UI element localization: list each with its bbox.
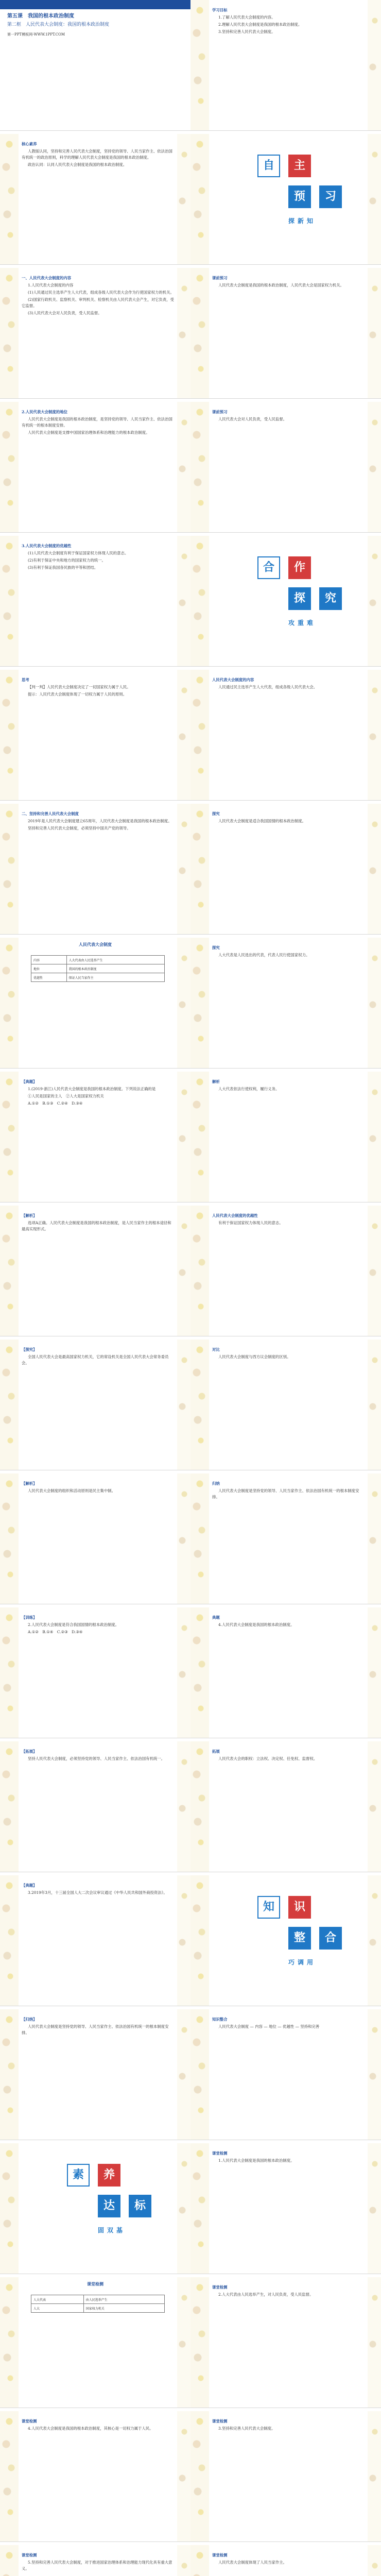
slide-heading: 学习目标 bbox=[212, 8, 228, 12]
table-cell: 人大代表 bbox=[31, 2295, 84, 2304]
section-hero bbox=[221, 556, 366, 626]
hero-tile: 达 bbox=[98, 2195, 120, 2217]
slide-paragraph: 政治认同：认同人民代表大会制度是我国的根本政治制度。 bbox=[28, 162, 127, 167]
slide bbox=[190, 268, 381, 399]
slide bbox=[190, 670, 381, 801]
slide-paragraph: 人民代表大会对人民负责，受人民监督。 bbox=[218, 417, 287, 421]
slide-paragraph: (3)有利于保证我国各民族的平等和团结。 bbox=[28, 565, 98, 570]
hero-tile: 养 bbox=[98, 2164, 120, 2187]
slide-heading: 【典题】 bbox=[22, 1883, 37, 1888]
slide-heading: 课堂检测 bbox=[212, 2419, 228, 2424]
slide-body bbox=[212, 945, 366, 959]
table-cell: 内容 bbox=[31, 956, 67, 964]
slide-paragraph: (3)人民代表大会对人民负责，受人民监督。 bbox=[28, 311, 102, 315]
hero-subtitle: 探新知 bbox=[288, 217, 317, 225]
slide-paragraph: 5.坚持和完善人民代表大会制度，对于推进国家治理体系和治理能力现代化具有重大意义。 bbox=[22, 2560, 172, 2571]
slide bbox=[0, 268, 190, 399]
slide-paragraph: 人教版认同，坚持和完善人民代表大会制度，坚持党的领导、人民当家作主、依法治国有机统一的政治原则，科学的理解人民代表大会制度是我国的根本政治制度。 bbox=[22, 149, 172, 160]
slide-paragraph: 人民代表大会制度的组织和活动原则是民主集中制。 bbox=[28, 1488, 115, 1493]
slide bbox=[0, 134, 190, 265]
table-row bbox=[31, 956, 165, 964]
slide-body bbox=[22, 1883, 175, 1897]
slide-paragraph: 提示：人民代表大会制度体现了一切权力属于人民的原则。 bbox=[28, 692, 127, 697]
slide bbox=[190, 2009, 381, 2140]
slide bbox=[190, 2143, 381, 2274]
slide-heading: 课堂检测 bbox=[212, 2151, 228, 2156]
slide-paragraph: 人民通过民主选举产生人大代表，组成各级人民代表大会。 bbox=[218, 685, 318, 689]
slide bbox=[0, 402, 190, 533]
slide-paragraph: 坚持和完善人民代表大会制度，必须坚持中国共产党的领导。 bbox=[28, 826, 131, 831]
slide bbox=[190, 1206, 381, 1336]
slide-paragraph: 4.人民代表大会制度是我国的根本政治制度，其核心是一切权力属于人民。 bbox=[28, 2426, 153, 2431]
slide-heading: 【典题】 bbox=[22, 1079, 37, 1084]
slide bbox=[190, 2545, 381, 2576]
slide-paragraph: 人民代表大会制度 — 内容 — 地位 — 优越性 — 坚持和完善 bbox=[218, 2024, 320, 2029]
slide-body bbox=[22, 141, 175, 169]
hero-tile: 合 bbox=[257, 556, 280, 579]
slide bbox=[190, 134, 381, 265]
slide bbox=[0, 1875, 190, 2006]
slide-body bbox=[22, 1615, 175, 1636]
hero-tile: 预 bbox=[288, 185, 311, 208]
slide-body bbox=[22, 543, 175, 572]
slide-paragraph: 1.(2019·浙江)人民代表大会制度是我国的根本政治制度。下列说法正确的是 bbox=[28, 1087, 156, 1091]
slide-paragraph: (1)人民通过民主选举产生人大代表，组成各级人民代表大会作为行使国家权力的机关。 bbox=[28, 290, 174, 295]
table-row bbox=[31, 964, 165, 973]
slide-heading: 人民代表大会制度的优越性 bbox=[212, 1213, 258, 1218]
hero-tile: 作 bbox=[288, 556, 311, 579]
hero-tile: 习 bbox=[319, 185, 342, 208]
slide bbox=[190, 1875, 381, 2006]
slide-paragraph: 1.了解人民代表大会制度的内容。 bbox=[218, 15, 275, 20]
slide-paragraph: 人民代表大会制度体现了人民当家作主。 bbox=[218, 2560, 287, 2565]
slide-body bbox=[212, 1749, 366, 1763]
hero-tile: 整 bbox=[288, 1927, 311, 1950]
slide-paragraph: 人民代表大会制度是支撑中国国家治理体系和治理能力的根本政治制度。 bbox=[28, 430, 150, 435]
slide bbox=[0, 1340, 190, 1470]
slide bbox=[190, 1741, 381, 1872]
slide-paragraph: 选项A正确。人民代表大会制度是我国的根本政治制度，是人民当家作主的根本途径和最高实现形式。 bbox=[22, 1221, 171, 1231]
slide-body bbox=[22, 811, 175, 833]
slide-heading: 【探究】 bbox=[22, 1347, 37, 1352]
slide-heading: 课堂检测 bbox=[87, 2281, 103, 2286]
slide bbox=[0, 2009, 190, 2140]
slide-body bbox=[212, 1481, 366, 1501]
table-cell: 人大 bbox=[31, 2304, 84, 2313]
slide-paragraph: 人民代表大会制度是坚持党的领导、人民当家作主、依法治国有机统一的根本制度安排。 bbox=[22, 2024, 169, 2035]
slide bbox=[0, 2545, 190, 2576]
slide-heading: 人民代表大会制度 bbox=[79, 942, 112, 947]
title-band bbox=[0, 0, 190, 9]
slide-body bbox=[212, 2552, 366, 2567]
table-row bbox=[31, 973, 165, 982]
slide-paragraph: 4.人民代表大会制度是我国的根本政治制度。 bbox=[218, 1622, 295, 1627]
slide-body bbox=[212, 1079, 366, 1093]
section-hero bbox=[221, 1896, 366, 1966]
hero-subtitle: 攻重难 bbox=[288, 619, 317, 626]
table-row bbox=[31, 2304, 165, 2313]
table-cell: 由人民选举产生 bbox=[83, 2295, 164, 2304]
slide-body bbox=[22, 1213, 175, 1233]
section-title: 第二框 人民代表大会制度：我国的根本政治制度 bbox=[7, 22, 110, 27]
slide-heading: 【解析】 bbox=[22, 1481, 37, 1486]
slide bbox=[190, 1340, 381, 1470]
slide bbox=[190, 536, 381, 667]
section-hero bbox=[31, 2164, 175, 2234]
slide-heading: 对比 bbox=[212, 1347, 220, 1352]
slide-body bbox=[212, 2150, 366, 2165]
slide-heading: 归纳 bbox=[212, 1481, 220, 1486]
slide bbox=[0, 2411, 190, 2542]
table-cell: 人大代表由人民选举产生 bbox=[66, 956, 164, 964]
slide-paragraph: 人大代表是人民选出的代表，代表人民行使国家权力。 bbox=[218, 953, 310, 957]
slide-heading: 解析 bbox=[212, 1079, 220, 1084]
slide bbox=[190, 804, 381, 935]
slide-body bbox=[22, 409, 175, 437]
slide-paragraph: 人民代表大会制度是我国的根本政治制度，是坚持党的领导、人民当家作主、依法治国有机统一的根本制度安排。 bbox=[22, 417, 172, 428]
slide bbox=[0, 0, 190, 131]
slide-paragraph: (2)国家行政机关、监察机关、审判机关、检察机关由人民代表大会产生，对它负责，受它监督。 bbox=[22, 297, 174, 308]
slide-body bbox=[22, 1347, 175, 1367]
slide-body bbox=[212, 409, 366, 423]
slide-body bbox=[22, 677, 175, 699]
slide-heading: 【归纳】 bbox=[22, 2017, 37, 2022]
slide-heading: 课堂检测 bbox=[212, 2553, 228, 2557]
slide-body bbox=[212, 2418, 366, 2433]
slide-paragraph: 1.人民代表大会制度的内容 bbox=[28, 283, 74, 287]
slide-paragraph: 人民代表大会制度是适合我国国情的根本政治制度。 bbox=[218, 819, 306, 823]
slide-paragraph: 2.人民代表大会制度是符合我国国情的根本政治制度。 bbox=[28, 1622, 119, 1627]
table-cell: 保证人民当家作主 bbox=[66, 973, 164, 982]
slide-body bbox=[22, 1749, 175, 1763]
hero-tile: 合 bbox=[319, 1927, 342, 1950]
slide bbox=[0, 804, 190, 935]
slide-heading: 【解析】 bbox=[22, 1213, 37, 1218]
section-hero bbox=[221, 155, 366, 225]
slide-heading: 一、人民代表大会制度的内容 bbox=[22, 276, 72, 280]
slide-heading: 典题 bbox=[212, 1615, 220, 1620]
slide-body bbox=[212, 677, 366, 691]
hero-tile: 探 bbox=[288, 587, 311, 610]
slide bbox=[0, 1607, 190, 1738]
hero-tile: 知 bbox=[257, 1896, 280, 1919]
table-cell: 地位 bbox=[31, 964, 67, 973]
hero-tile: 标 bbox=[129, 2195, 151, 2217]
slide bbox=[0, 1473, 190, 1604]
slide-paragraph: 1.人民代表大会制度是我国的根本政治制度。 bbox=[218, 2158, 295, 2163]
slide-paragraph: 人民代表大会制度是坚持党的领导、人民当家作主、依法治国有机统一的根本制度安排。 bbox=[212, 1488, 359, 1499]
table-cell: 优越性 bbox=[31, 973, 67, 982]
chapter-title: 第五课 我国的根本政治制度 bbox=[7, 13, 74, 19]
slide-heading: 2.人民代表大会制度的地位 bbox=[22, 410, 68, 414]
slide-heading: 课前预习 bbox=[212, 276, 228, 280]
slide-paragraph: 3.坚持和完善人民代表大会制度。 bbox=[218, 2426, 275, 2431]
slide-heading: 课前预习 bbox=[212, 410, 228, 414]
slide-heading: 拓展 bbox=[212, 1749, 220, 1754]
slide bbox=[190, 402, 381, 533]
slide-paragraph: 2.人大代表由人民选举产生，对人民负责，受人民监督。 bbox=[218, 2292, 314, 2297]
slide-heading: 3.人民代表大会制度的优越性 bbox=[22, 544, 72, 548]
slide-paragraph: A.①② B.①③ C.②④ D.③④ bbox=[28, 1101, 83, 1106]
slide-body bbox=[22, 2016, 175, 2037]
slide-heading: 探究 bbox=[212, 945, 220, 950]
slide-paragraph: 2019年是人民代表大会制度建立65周年，人民代表大会制度是我国的根本政治制度。 bbox=[28, 819, 172, 823]
hero-tile: 究 bbox=[319, 587, 342, 610]
slide bbox=[190, 2411, 381, 2542]
brand-text: 第一PPT模板网-WWW.1PPT.COM bbox=[7, 32, 65, 37]
slide bbox=[0, 2277, 190, 2408]
slide bbox=[0, 1741, 190, 1872]
slide-body bbox=[212, 7, 366, 36]
slide-heading: 二、坚持和完善人民代表大会制度 bbox=[22, 811, 79, 816]
slide-paragraph: 人大代表依法行使权利，履行义务。 bbox=[218, 1087, 280, 1091]
slide-paragraph: 全国人民代表大会是最高国家权力机关，它的常设机关是全国人民代表大会常务委员会。 bbox=[22, 1354, 169, 1365]
slide-heading: 课堂检测 bbox=[22, 2419, 37, 2424]
slide bbox=[190, 2277, 381, 2408]
slide bbox=[0, 2143, 190, 2274]
slide-paragraph: ①人民是国家的主人 ②人大是国家权力机关 bbox=[28, 1094, 104, 1098]
slide-heading: 课堂检测 bbox=[22, 2553, 37, 2557]
slide-body bbox=[22, 2418, 175, 2433]
slide-paragraph: (2)有利于保证中央和地方的国家权力的统一。 bbox=[28, 558, 106, 563]
slide-heading: 人民代表大会制度的内容 bbox=[212, 677, 254, 682]
slide bbox=[0, 536, 190, 667]
slide-paragraph: 3.坚持和完善人民代表大会制度。 bbox=[218, 29, 275, 34]
content-table bbox=[31, 2295, 165, 2313]
hero-tile: 主 bbox=[288, 155, 311, 177]
slide bbox=[0, 1206, 190, 1336]
slide bbox=[0, 670, 190, 801]
slide-body bbox=[212, 1615, 366, 1629]
slide-heading: 【训练】 bbox=[22, 1615, 37, 1620]
slide-body bbox=[22, 275, 175, 317]
content-table bbox=[31, 955, 165, 982]
slide bbox=[190, 0, 381, 131]
hero-subtitle: 巧调用 bbox=[288, 1959, 317, 1966]
slide-paragraph: 坚持人民代表大会制度，必须坚持党的领导、人民当家作主、依法治国有机统一。 bbox=[28, 1756, 165, 1761]
slide-heading: 探究 bbox=[212, 811, 220, 816]
slide-heading: 【拓展】 bbox=[22, 1749, 37, 1754]
slide-paragraph: 3.2019年3月，十三届全国人大二次会议审议通过《中华人民共和国外商投资法》。 bbox=[28, 1890, 167, 1895]
slide-body bbox=[22, 2552, 175, 2573]
slide-body bbox=[212, 275, 366, 290]
slide bbox=[190, 1607, 381, 1738]
slide-body bbox=[212, 1347, 366, 1361]
slide-paragraph: A.①② B.①④ C.②③ D.③④ bbox=[28, 1630, 83, 1634]
slide-paragraph: 人民代表大会制度是我国的根本政治制度，人民代表大会是国家权力机关。 bbox=[218, 283, 344, 287]
table-row bbox=[31, 2295, 165, 2304]
slide-heading: 知识整合 bbox=[212, 2017, 228, 2022]
slide-body bbox=[212, 811, 366, 825]
slide-paragraph: (1)人民代表大会制度有利于保证国家权力体现人民的意志。 bbox=[28, 551, 129, 555]
slide-paragraph: 2.理解人民代表大会制度是我国的根本政治制度。 bbox=[218, 22, 302, 27]
hero-tile: 素 bbox=[67, 2164, 90, 2187]
slide bbox=[0, 1072, 190, 1202]
table-cell: 国家权力机关 bbox=[83, 2304, 164, 2313]
slide-body bbox=[212, 1213, 366, 1227]
slide-paragraph: 人民代表大会的职权：立法权、决定权、任免权、监督权。 bbox=[218, 1756, 318, 1761]
slide-body bbox=[212, 2016, 366, 2031]
slide bbox=[190, 1473, 381, 1604]
slide-paragraph: 有利于保证国家权力体现人民的意志。 bbox=[218, 1221, 283, 1225]
slide-heading: 思考 bbox=[22, 677, 29, 682]
hero-tile: 识 bbox=[288, 1896, 311, 1919]
slide bbox=[0, 938, 190, 1069]
slide bbox=[190, 1072, 381, 1202]
slide bbox=[190, 938, 381, 1069]
slide-heading: 核心素养 bbox=[22, 142, 37, 146]
slide-paragraph: 【判一判】人民代表大会制度决定了一切国家权力属于人民。 bbox=[28, 685, 131, 689]
hero-tile: 自 bbox=[257, 155, 280, 177]
slide-body bbox=[22, 1079, 175, 1108]
slide-body bbox=[212, 2284, 366, 2299]
hero-subtitle: 固双基 bbox=[98, 2227, 126, 2234]
slide-heading: 课堂检测 bbox=[212, 2285, 228, 2290]
table-cell: 我国的根本政治制度 bbox=[66, 964, 164, 973]
slide-paragraph: 人民代表大会制度与西方议会制度的区别。 bbox=[218, 1354, 291, 1359]
slide-body bbox=[22, 1481, 175, 1495]
